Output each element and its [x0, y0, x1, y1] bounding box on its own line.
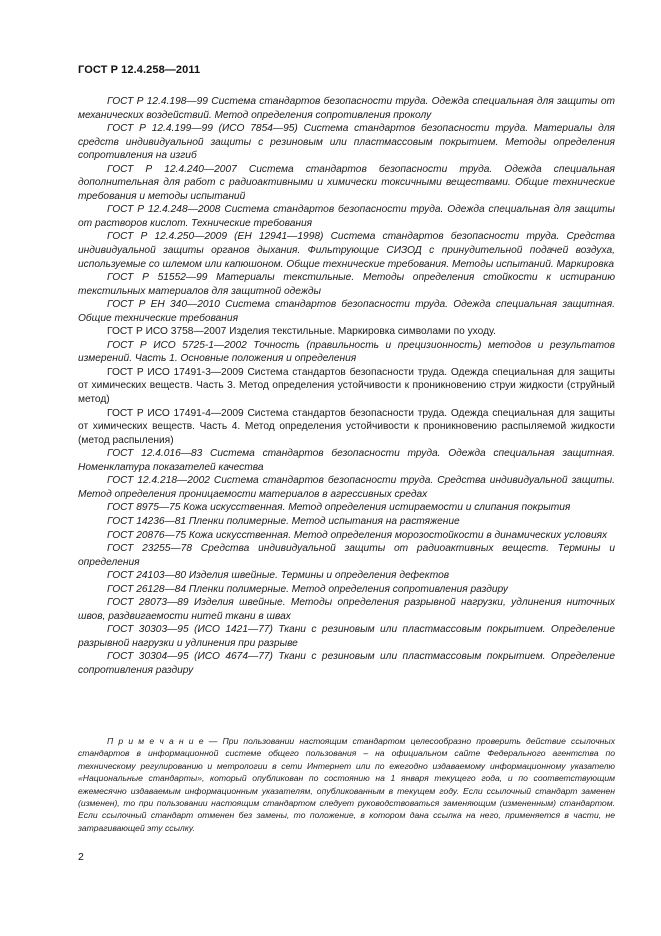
reference-item: ГОСТ 28073—89 Изделия швейные. Методы определения разрывной нагрузки, удлинения ниточных швов, раздвигаемости нитей ткани в швах — [78, 597, 615, 622]
reference-item: ГОСТ 30303—95 (ИСО 1421—77) Ткани с резиновым или пластмассовым покрытием. Определение разрывной нагрузки и удлинения при разрыве — [78, 624, 615, 649]
reference-item: ГОСТ Р 12.4.240—2007 Система стандартов безопасности труда. Одежда специальная дополнительная для работ с радиоактивными и химически токсичными веществами. Общие технические требования и методы испытаний — [78, 163, 615, 202]
reference-item: ГОСТ Р 12.4.198—99 Система стандартов безопасности труда. Одежда специальная для защиты от механических воздействий. Метод определения сопротивления проколу — [78, 96, 615, 121]
reference-item: ГОСТ 12.4.016—83 Система стандартов безопасности труда. Одежда специальная защитная. Номенклатура показателей качества — [78, 448, 615, 473]
reference-item: ГОСТ 20876—75 Кожа искусственная. Метод определения морозостойкости в динамических условиях — [107, 529, 608, 541]
reference-item: ГОСТ Р ИСО 5725-1—2002 Точность (правильность и прецизионность) методов и результатов измерений. Часть 1. Основные положения и определения — [78, 339, 615, 365]
reference-item: ГОСТ 24103—80 Изделия швейные. Термины и определения дефектов — [107, 570, 450, 582]
normative-references-list — [78, 95, 615, 678]
reference-item: ГОСТ Р ИСО 3758—2007 Изделия текстильные. Маркировка символами по уходу. — [107, 326, 496, 338]
reference-item: ГОСТ 14236—81 Пленки полимерные. Метод испытания на растяжение — [107, 515, 460, 527]
reference-item: ГОСТ Р 12.4.250—2009 (ЕН 12941—1998) Система стандартов безопасности труда. Средства индивидуальной защиты органов дыхания. Фильтрующие СИЗОД с принудительной подачей воздуха, используемые со шлемом или капюшоном. Общие технические требования. Методы испытаний. Маркировка — [78, 231, 615, 270]
reference-item: ГОСТ Р 12.4.248—2008 Система стандартов безопасности труда. Одежда специальная для защиты от растворов кислот. Технические требования — [78, 204, 615, 229]
note-paragraph: П р и м е ч а н и е — При пользовании настоящим стандартом целесообразно проверить действие ссылочных стандартов в информационной системе общего пользования – на официальном сайте Федерального агентства по техническому регулированию и метрологии в сети Интернет или по ежегодно издаваемому информационному указателю «Национальные стандарты», который опубликован по состоянию на 1 января текущего года, и по соответствующим ежемесячно издаваемым информационным указателям, опубликованным в текущем году. Если ссылочный стандарт заменен (изменен), то при пользовании настоящим стандартом следует руководствоваться заменяющим (измененным) стандартом. Если ссылочный стандарт отменен без замены, то положение, в котором дана ссылка на него, применяется в части, не затрагивающей эту ссылку. — [78, 736, 615, 833]
reference-item: ГОСТ 30304—95 (ИСО 4674—77) Ткани с резиновым или пластмассовым покрытием. Определение сопротивления раздиру — [78, 651, 615, 676]
reference-item: ГОСТ Р ЕН 340—2010 Система стандартов безопасности труда. Одежда специальная защитная. Общие технические требования — [78, 299, 615, 324]
reference-item: ГОСТ Р ИСО 17491-3—2009 Система стандартов безопасности труда. Одежда специальная для защиты от химических веществ. Часть 3. Метод определения устойчивости к проникновению струи жидкости (струйный метод) — [78, 366, 615, 406]
reference-item: ГОСТ 26128—84 Пленки полимерные. Метод определения сопротивления раздиру — [107, 583, 508, 595]
reference-item: ГОСТ 8975—75 Кожа искусственная. Метод определения истираемости и слипания покрытия — [107, 502, 571, 514]
reference-item: ГОСТ 12.4.218—2002 Система стандартов безопасности труда. Средства индивидуальной защиты. Метод определения проницаемости материалов в агрессивных средах — [78, 475, 615, 500]
reference-item: ГОСТ 23255—78 Средства индивидуальной защиты от радиоактивных веществ. Термины и определения — [78, 543, 615, 568]
reference-item: ГОСТ Р 51552—99 Материалы текстильные. Методы определения стойкости к истиранию текстильных материалов для защитной одежды — [78, 272, 615, 297]
page-number: 2 — [78, 851, 84, 863]
reference-item: ГОСТ Р 12.4.199—99 (ИСО 7854—95) Система стандартов безопасности труда. Материалы для средств индивидуальной защиты с резиновым или пластмассовым покрытием. Методы определения сопротивления на изгиб — [78, 123, 615, 162]
reference-item: ГОСТ Р ИСО 17491-4—2009 Система стандартов безопасности труда. Одежда специальная для защиты от химических веществ. Часть 4. Метод определения устойчивости к проникновению распыляемой жидкости (метод распыления) — [78, 407, 615, 446]
page-header: ГОСТ Р 12.4.258—2011 — [78, 64, 201, 76]
